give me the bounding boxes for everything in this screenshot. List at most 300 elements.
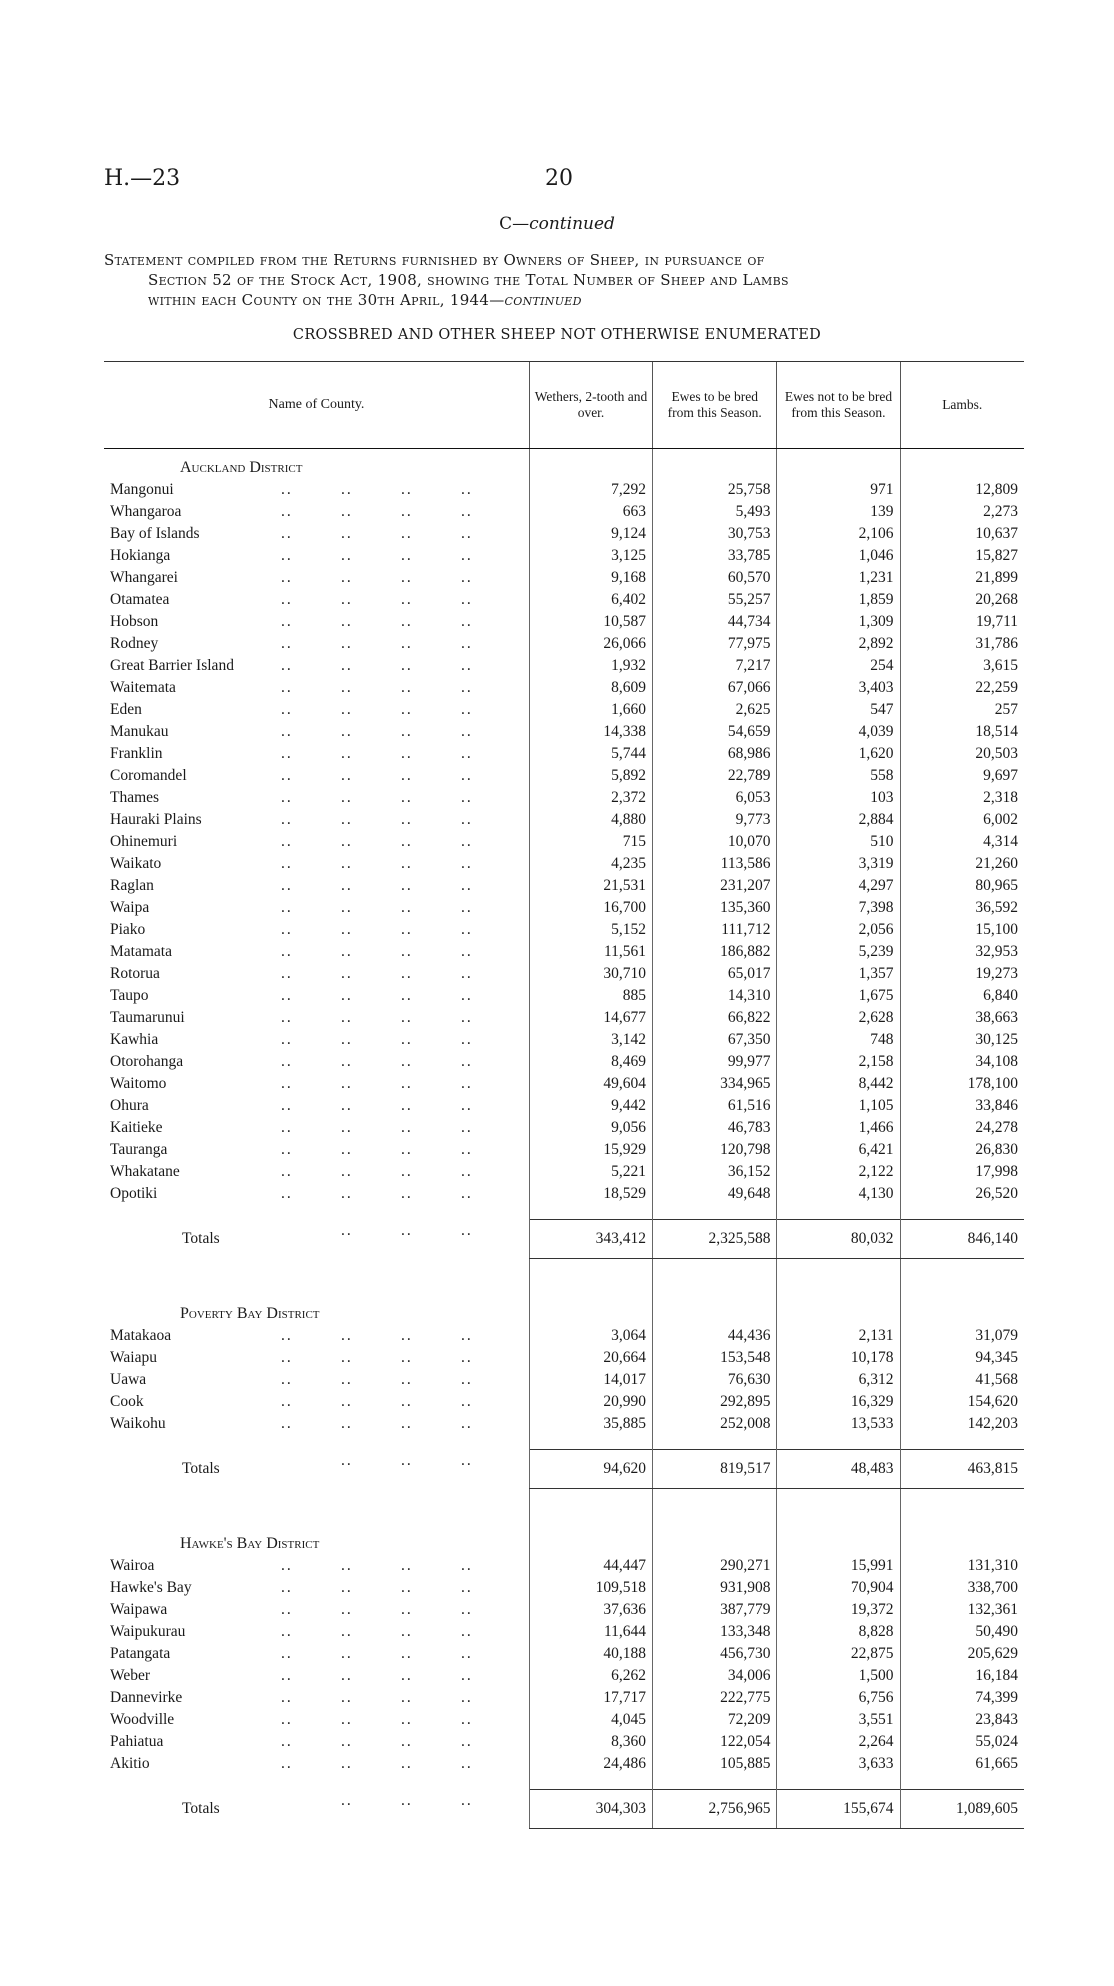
district-totals-row [104,1450,1024,1489]
county-row [104,787,1024,809]
value-cell: 22,875 [777,1643,900,1665]
value-cell: 135,360 [653,897,777,919]
value-cell: 99,977 [653,1051,777,1073]
value-cell: 133,348 [653,1621,777,1643]
value-cell: 31,079 [900,1325,1024,1347]
document-reference: H.—23 [104,166,181,191]
value-cell: 132,361 [900,1599,1024,1621]
value-cell: 11,644 [529,1621,652,1643]
value-cell: 154,620 [900,1391,1024,1413]
value-cell: 15,827 [900,545,1024,567]
column-header-lambs: Lambs. [900,362,1024,449]
table-header-row [104,362,1024,449]
value-cell: 5,152 [529,919,652,941]
county-name: Rodney [110,635,164,652]
value-cell: 14,338 [529,721,652,743]
county-name: Waikohu [110,1415,172,1432]
leader-dots: .. .. .. .. [280,1689,473,1706]
value-cell: 1,309 [777,611,900,633]
value-cell: 6,002 [900,809,1024,831]
value-cell: 20,503 [900,743,1024,765]
value-cell: 55,024 [900,1731,1024,1753]
value-cell: 10,637 [900,523,1024,545]
table-subtitle: CROSSBRED AND OTHER SHEEP NOT OTHERWISE ENUMERATED [292,327,822,343]
county-row [104,1665,1024,1687]
county-name: Waipawa [110,1601,173,1618]
county-name: Wairoa [110,1557,160,1574]
value-cell: 2,318 [900,787,1024,809]
value-cell: 70,904 [777,1577,900,1599]
value-cell: 34,108 [900,1051,1024,1073]
county-row [104,1687,1024,1709]
value-cell: 153,548 [653,1347,777,1369]
county-name: Manukau [110,723,175,740]
county-name: Otamatea [110,591,175,608]
county-row [104,501,1024,523]
county-row [104,1073,1024,1095]
statement-line-2: Section 52 of the Stock Act, 1908, showing the Total Number of Sheep and Lambs [148,271,789,289]
county-name: Cook [110,1393,150,1410]
leader-dots: .. .. .. .. [280,1711,473,1728]
value-cell: 2,273 [900,501,1024,523]
value-cell: 6,262 [529,1665,652,1687]
county-name: Waiapu [110,1349,163,1366]
value-cell: 222,775 [653,1687,777,1709]
leader-dots: .. .. .. .. [280,481,473,498]
county-row [104,479,1024,501]
leader-dots: .. .. .. .. [280,789,473,806]
value-cell: 94,620 [529,1450,652,1489]
value-cell: 510 [777,831,900,853]
county-name: Ohinemuri [110,833,183,850]
totals-label: Totals [110,1460,226,1477]
county-row [104,721,1024,743]
leader-dots: .. .. .. .. [280,657,473,674]
county-row [104,523,1024,545]
leader-dots: .. .. .. [340,1221,473,1239]
value-cell: 120,798 [653,1139,777,1161]
column-header-wethers: Wethers, 2-tooth and over. [529,362,652,449]
value-cell: 2,122 [777,1161,900,1183]
value-cell: 10,178 [777,1347,900,1369]
value-cell: 5,744 [529,743,652,765]
value-cell: 139 [777,501,900,523]
leader-dots: .. .. .. .. [280,1645,473,1662]
value-cell: 4,039 [777,721,900,743]
value-cell: 76,630 [653,1369,777,1391]
county-name: Taumarunui [110,1009,191,1026]
county-row [104,743,1024,765]
value-cell: 44,447 [529,1555,652,1577]
value-cell: 558 [777,765,900,787]
value-cell: 16,184 [900,1665,1024,1687]
value-cell: 38,663 [900,1007,1024,1029]
value-cell: 9,442 [529,1095,652,1117]
county-name: Uawa [110,1371,152,1388]
county-name: Great Barrier Island [110,657,240,674]
leader-dots: .. .. .. .. [280,1393,473,1410]
value-cell: 21,899 [900,567,1024,589]
county-name: Hawke's Bay [110,1579,198,1596]
value-cell: 80,965 [900,875,1024,897]
value-cell: 2,892 [777,633,900,655]
county-row [104,567,1024,589]
county-name: Waipa [110,899,155,916]
value-cell: 4,297 [777,875,900,897]
value-cell: 30,710 [529,963,652,985]
value-cell: 1,660 [529,699,652,721]
value-cell: 40,188 [529,1643,652,1665]
district-totals-row [104,1790,1024,1829]
value-cell: 4,314 [900,831,1024,853]
value-cell: 819,517 [653,1450,777,1489]
value-cell: 22,789 [653,765,777,787]
value-cell: 37,636 [529,1599,652,1621]
leader-dots: .. .. .. .. [280,503,473,520]
county-row [104,1007,1024,1029]
value-cell: 8,828 [777,1621,900,1643]
value-cell: 2,628 [777,1007,900,1029]
value-cell: 19,372 [777,1599,900,1621]
leader-dots: .. .. .. .. [280,1557,473,1574]
county-name: Mangonui [110,481,180,498]
value-cell: 36,592 [900,897,1024,919]
value-cell: 12,809 [900,479,1024,501]
column-header-county: Name of County. [104,362,529,449]
county-name: Eden [110,701,148,718]
value-cell: 68,986 [653,743,777,765]
value-cell: 66,822 [653,1007,777,1029]
value-cell: 2,884 [777,809,900,831]
value-cell: 94,345 [900,1347,1024,1369]
county-row [104,1599,1024,1621]
value-cell: 1,932 [529,655,652,677]
value-cell: 61,516 [653,1095,777,1117]
value-cell: 9,697 [900,765,1024,787]
value-cell: 971 [777,479,900,501]
county-row [104,1183,1024,1205]
value-cell: 254 [777,655,900,677]
county-row [104,1325,1024,1347]
value-cell: 9,773 [653,809,777,831]
value-cell: 44,436 [653,1325,777,1347]
county-name: Whangarei [110,569,184,586]
leader-dots: .. .. .. .. [280,921,473,938]
county-row [104,545,1024,567]
value-cell: 26,066 [529,633,652,655]
value-cell: 10,587 [529,611,652,633]
value-cell: 9,124 [529,523,652,545]
value-cell: 257 [900,699,1024,721]
value-cell: 547 [777,699,900,721]
district-heading-row [104,449,1024,480]
value-cell: 885 [529,985,652,1007]
county-row [104,1369,1024,1391]
value-cell: 5,892 [529,765,652,787]
value-cell: 131,310 [900,1555,1024,1577]
leader-dots: .. .. .. [340,1451,473,1469]
value-cell: 30,125 [900,1029,1024,1051]
leader-dots: .. .. .. .. [280,1667,473,1684]
value-cell: 20,990 [529,1391,652,1413]
value-cell: 50,490 [900,1621,1024,1643]
value-cell: 463,815 [900,1450,1024,1489]
totals-label: Totals [110,1230,226,1247]
value-cell: 7,217 [653,655,777,677]
county-name: Rotorua [110,965,166,982]
value-cell: 44,734 [653,611,777,633]
county-name: Patangata [110,1645,176,1662]
value-cell: 5,493 [653,501,777,523]
value-cell: 6,312 [777,1369,900,1391]
district-name: Poverty Bay District [180,1305,320,1322]
county-name: Ohura [110,1097,155,1114]
value-cell: 2,106 [777,523,900,545]
value-cell: 3,551 [777,1709,900,1731]
value-cell: 6,840 [900,985,1024,1007]
leader-dots: .. .. .. .. [280,899,473,916]
value-cell: 3,064 [529,1325,652,1347]
leader-dots: .. .. .. .. [280,723,473,740]
value-cell: 35,885 [529,1413,652,1435]
value-cell: 387,779 [653,1599,777,1621]
county-name: Opotiki [110,1185,163,1202]
county-name: Kaitieke [110,1119,169,1136]
value-cell: 178,100 [900,1073,1024,1095]
value-cell: 6,421 [777,1139,900,1161]
leader-dots: .. .. .. .. [280,679,473,696]
county-row [104,875,1024,897]
value-cell: 1,105 [777,1095,900,1117]
county-row [104,655,1024,677]
value-cell: 25,758 [653,479,777,501]
value-cell: 290,271 [653,1555,777,1577]
leader-dots: .. .. .. .. [280,877,473,894]
county-row [104,985,1024,1007]
value-cell: 1,620 [777,743,900,765]
value-cell: 65,017 [653,963,777,985]
county-row [104,1347,1024,1369]
value-cell: 1,046 [777,545,900,567]
leader-dots: .. .. .. .. [280,855,473,872]
value-cell: 155,674 [777,1790,900,1829]
value-cell: 15,991 [777,1555,900,1577]
leader-dots: .. .. .. .. [280,1623,473,1640]
value-cell: 2,056 [777,919,900,941]
column-header-ewes-bred: Ewes to be bred from this Season. [653,362,777,449]
value-cell: 31,786 [900,633,1024,655]
statement-line-3-text: within each County on the 30th April, 1944— [148,291,505,309]
value-cell: 1,357 [777,963,900,985]
value-cell: 1,089,605 [900,1790,1024,1829]
county-name: Piako [110,921,151,938]
leader-dots: .. .. .. .. [280,1097,473,1114]
leader-dots: .. .. .. .. [280,1163,473,1180]
county-name: Kawhia [110,1031,164,1048]
value-cell: 715 [529,831,652,853]
county-name: Coromandel [110,767,193,784]
county-row [104,589,1024,611]
value-cell: 18,529 [529,1183,652,1205]
value-cell: 77,975 [653,633,777,655]
value-cell: 33,785 [653,545,777,567]
county-name: Weber [110,1667,156,1684]
value-cell: 8,609 [529,677,652,699]
value-cell: 9,056 [529,1117,652,1139]
value-cell: 20,268 [900,589,1024,611]
leader-dots: .. .. .. .. [280,613,473,630]
value-cell: 16,329 [777,1391,900,1413]
value-cell: 931,908 [653,1577,777,1599]
value-cell: 20,664 [529,1347,652,1369]
value-cell: 60,570 [653,567,777,589]
leader-dots: .. .. .. .. [280,1601,473,1618]
value-cell: 111,712 [653,919,777,941]
continued-prefix: C— [499,214,530,234]
value-cell: 21,531 [529,875,652,897]
value-cell: 49,604 [529,1073,652,1095]
value-cell: 67,350 [653,1029,777,1051]
value-cell: 4,045 [529,1709,652,1731]
leader-dots: .. .. .. .. [280,635,473,652]
county-name: Waikato [110,855,167,872]
value-cell: 48,483 [777,1450,900,1489]
county-row [104,831,1024,853]
value-cell: 18,514 [900,721,1024,743]
county-row [104,1555,1024,1577]
value-cell: 1,466 [777,1117,900,1139]
sheep-statistics-table [104,361,1024,1829]
leader-dots: .. .. .. .. [280,525,473,542]
value-cell: 1,231 [777,567,900,589]
value-cell: 74,399 [900,1687,1024,1709]
county-row [104,941,1024,963]
county-row [104,677,1024,699]
value-cell: 9,168 [529,567,652,589]
value-cell: 231,207 [653,875,777,897]
county-row [104,1577,1024,1599]
value-cell: 343,412 [529,1220,652,1259]
value-cell: 105,885 [653,1753,777,1775]
value-cell: 3,633 [777,1753,900,1775]
value-cell: 8,442 [777,1073,900,1095]
county-name: Akitio [110,1755,156,1772]
value-cell: 41,568 [900,1369,1024,1391]
county-row [104,1161,1024,1183]
county-name: Hobson [110,613,164,630]
county-name: Hokianga [110,547,176,564]
table-body [104,449,1024,1829]
value-cell: 252,008 [653,1413,777,1435]
leader-dots: .. .. .. .. [280,1327,473,1344]
leader-dots: .. .. .. .. [280,547,473,564]
value-cell: 14,017 [529,1369,652,1391]
leader-dots: .. .. .. .. [280,569,473,586]
value-cell: 24,278 [900,1117,1024,1139]
value-cell: 11,561 [529,941,652,963]
leader-dots: .. .. .. .. [280,1141,473,1158]
value-cell: 24,486 [529,1753,652,1775]
district-heading-row [104,1295,1024,1325]
county-name: Waitomo [110,1075,172,1092]
county-name: Waitemata [110,679,182,696]
county-name: Tauranga [110,1141,173,1158]
value-cell: 15,929 [529,1139,652,1161]
value-cell: 2,756,965 [653,1790,777,1829]
district-totals-row [104,1220,1024,1259]
value-cell: 456,730 [653,1643,777,1665]
value-cell: 2,131 [777,1325,900,1347]
leader-dots: .. .. .. .. [280,965,473,982]
value-cell: 19,711 [900,611,1024,633]
statement-line-3-italic: continued [504,291,582,309]
value-cell: 103 [777,787,900,809]
value-cell: 6,756 [777,1687,900,1709]
district-heading-row [104,1525,1024,1555]
value-cell: 846,140 [900,1220,1024,1259]
leader-dots: .. .. .. .. [280,943,473,960]
county-row [104,1139,1024,1161]
value-cell: 122,054 [653,1731,777,1753]
county-row [104,853,1024,875]
leader-dots: .. .. .. .. [280,1579,473,1596]
county-row [104,919,1024,941]
county-name: Taupo [110,987,155,1004]
county-name: Dannevirke [110,1689,188,1706]
county-name: Franklin [110,745,169,762]
county-row [104,611,1024,633]
value-cell: 334,965 [653,1073,777,1095]
value-cell: 5,239 [777,941,900,963]
value-cell: 46,783 [653,1117,777,1139]
value-cell: 3,615 [900,655,1024,677]
leader-dots: .. .. .. .. [280,1185,473,1202]
county-name: Bay of Islands [110,525,206,542]
leader-dots: .. .. .. .. [280,1733,473,1750]
value-cell: 6,402 [529,589,652,611]
district-name: Auckland District [180,459,303,476]
value-cell: 36,152 [653,1161,777,1183]
county-name: Otorohanga [110,1053,189,1070]
value-cell: 54,659 [653,721,777,743]
county-row [104,699,1024,721]
leader-dots: .. .. .. .. [280,1349,473,1366]
value-cell: 80,032 [777,1220,900,1259]
value-cell: 142,203 [900,1413,1024,1435]
value-cell: 2,372 [529,787,652,809]
county-row [104,765,1024,787]
value-cell: 109,518 [529,1577,652,1599]
leader-dots: .. .. .. .. [280,833,473,850]
county-row [104,1029,1024,1051]
value-cell: 3,403 [777,677,900,699]
county-row [104,1753,1024,1775]
value-cell: 26,830 [900,1139,1024,1161]
leader-dots: .. .. .. .. [280,591,473,608]
value-cell: 292,895 [653,1391,777,1413]
county-row [104,1413,1024,1435]
value-cell: 1,859 [777,589,900,611]
value-cell: 3,125 [529,545,652,567]
county-name: Waipukurau [110,1623,191,1640]
value-cell: 8,469 [529,1051,652,1073]
leader-dots: .. .. .. .. [280,1755,473,1772]
column-header-ewes-not-bred: Ewes not to be bred from this Season. [777,362,900,449]
value-cell: 33,846 [900,1095,1024,1117]
leader-dots: .. .. .. .. [280,1075,473,1092]
leader-dots: .. .. .. .. [280,1371,473,1388]
county-name: Thames [110,789,165,806]
